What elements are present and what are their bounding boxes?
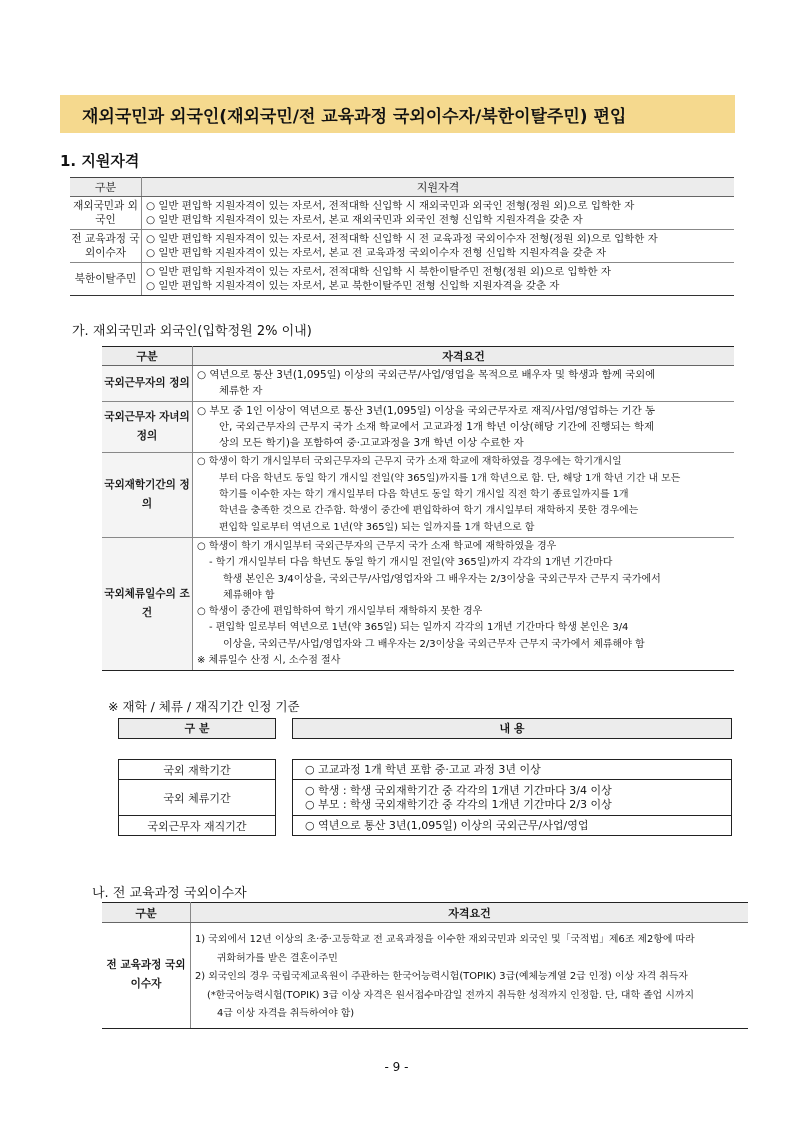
table-row	[70, 197, 734, 230]
table-header-row	[70, 178, 734, 197]
row-category: 전 교육과정 국외이수자	[70, 230, 142, 263]
row-category: 국외근무자의 정의	[102, 366, 193, 402]
table-header-row	[102, 347, 734, 366]
row-content: ○ 일반 편입학 지원자격이 있는 자로서, 전적대학 신입학 시 전 교육과정 국외이수자 전형(정원 외)으로 입학한 자 ○ 일반 편입학 지원자격이 있는 자로서, 본교 전 교육과정 국외이수자 전형 신입학 지원자격을 갖춘 자	[142, 230, 735, 263]
row-content: ○ 일반 편입학 지원자격이 있는 자로서, 전적대학 신입학 시 북한이탈주민 전형(정원 외)으로 입학한 자 ○ 일반 편입학 지원자격이 있는 자로서, 본교 북한이탈주민 전형 신입학 지원자격을 갖춘 자	[142, 263, 735, 296]
sub-b-heading: 나. 전 교육과정 국외이수자	[92, 886, 247, 901]
note-row-category: 국외 재학기간	[118, 759, 276, 780]
note-col-category-header: 구 분	[118, 718, 276, 739]
note-col-content-header: 내 용	[292, 718, 732, 739]
sub-a-heading: 가. 재외국민과 외국인(입학정원 2% 이내)	[72, 324, 312, 339]
note-row-category: 국외 체류기간	[118, 780, 276, 816]
table-row	[70, 230, 734, 263]
row-content: 1) 국외에서 12년 이상의 초·중·고등학교 전 교육과정을 이수한 재외국민과 외국인 및「국적법」제6조 제2항에 따라 귀화허가를 받은 결혼이주민 2) 외국인의 경우 국립국제교육원이 주관하는 한국어능력시험(TOPIK) 3급(예체능계열 2급 인정) 이상 자격 취득자 (*한국어능력시험(TOPIK) 3급 이상 자격은 원서접수마감일 전까지 취득한 성적까지 인정함. 단, 대학 졸업 시까지 4급 이상 자격을 취득하여야 함)	[191, 923, 749, 1029]
qualification-table	[70, 177, 734, 296]
note-row-category: 국외근무자 재직기간	[118, 816, 276, 836]
row-category: 국외근무자 자녀의 정의	[102, 401, 193, 453]
row-content: ○ 일반 편입학 지원자격이 있는 자로서, 전적대학 신입학 시 재외국민과 외국인 전형(정원 외)으로 입학한 자 ○ 일반 편입학 지원자격이 있는 자로서, 본교 재외국민과 외국인 전형 신입학 지원자격을 갖춘 자	[142, 197, 735, 230]
table-row	[102, 537, 734, 670]
row-category: 국외체류일수의 조건	[102, 537, 193, 670]
row-content: ○ 부모 중 1인 이상이 역년으로 통산 3년(1,095일) 이상을 국외근무자로 재직/사업/영업하는 기간 동 안, 국외근무자의 근무지 국가 소재 학교에서 고교과정 1개 학년 이상(해당 기간에 진행되는 학제 상의 모든 학기)을 포함하여 중·고교과정을 3개 학년 이상 수료한 자	[193, 401, 735, 453]
table-row	[102, 401, 734, 453]
table-header-row	[102, 903, 748, 923]
overseas-requirements-table	[102, 346, 734, 671]
row-category: 북한이탈주민	[70, 263, 142, 296]
table-row	[70, 263, 734, 296]
row-content: ○ 학생이 학기 개시일부터 국외근무자의 근무지 국가 소재 학교에 재학하였을 경우에는 학기개시일 부터 다음 학년도 동일 학기 개시일 전일(약 365일)까지를 1개 학년으로 함. 단, 해당 1개 학년 기간 내 모든 학기를 이수한 자는 학기 개시일부터 다음 학년도 동일 학기 개시일 직전 학기 종료일까지를 1개 학년을 충족한 것으로 간주함. 학생이 중간에 편입학하여 학기 개시일부터 재학하지 못한 경우에는 편입학 일로부터 역년으로 1년(약 365일) 되는 일까지를 1개 학년으로 함	[193, 453, 735, 537]
page-number: - 9 -	[384, 1060, 409, 1074]
col-category-header: 구분	[102, 347, 193, 366]
col-category-header: 구분	[102, 903, 191, 923]
row-content: ○ 학생이 학기 개시일부터 국외근무자의 근무지 국가 소재 학교에 재학하였을 경우 - 학기 개시일부터 다음 학년도 동일 학기 개시일 전일(약 365일)까지 각각의 1개년 기간마다 학생 본인은 3/4이상을, 국외근무/사업/영업자와 그 배우자는 2/3이상을 국외근무자 근무지 국가에서 체류해야 함 ○ 학생이 중간에 편입학하여 학기 개시일부터 재학하지 못한 경우 - 편입학 일로부터 역년으로 1년(약 365일) 되는 일까지 각각의 1개년 기간마다 학생 본인은 3/4 이상을, 국외근무/사업/영업자와 그 배우자는 2/3이상을 국외근무자 근무지 국가에서 체류해야 함 ※ 체류일수 산정 시, 소수점 절사	[193, 537, 735, 670]
col-requirements-header: 자격요건	[191, 903, 749, 923]
note-row-content: ○ 학생 : 학생 국외재학기간 중 각각의 1개년 기간마다 3/4 이상 ○ 부모 : 학생 국외재학기간 중 각각의 1개년 기간마다 2/3 이상	[292, 780, 732, 816]
table-row	[102, 453, 734, 537]
row-category: 전 교육과정 국외이수자	[102, 923, 191, 1029]
section1-heading: 1. 지원자격	[60, 152, 140, 170]
page-title: 재외국민과 외국인(재외국민/전 교육과정 국외이수자/북한이탈주민) 편입	[60, 95, 735, 133]
row-category: 국외재학기간의 정의	[102, 453, 193, 537]
foreign-curriculum-table	[102, 902, 748, 1029]
col-category-header: 구분	[70, 178, 142, 197]
row-category: 재외국민과 외국인	[70, 197, 142, 230]
note-heading: ※ 재학 / 체류 / 재직기간 인정 기준	[108, 699, 300, 714]
note-row-content: ○ 역년으로 통산 3년(1,095일) 이상의 국외근무/사업/영업	[292, 816, 732, 836]
col-requirements-header: 자격요건	[193, 347, 735, 366]
table-row	[102, 366, 734, 402]
note-row-content: ○ 고교과정 1개 학년 포함 중·고교 과정 3년 이상	[292, 759, 732, 780]
col-qualification-header: 지원자격	[142, 178, 735, 197]
table-row	[102, 923, 748, 1029]
row-content: ○ 역년으로 통산 3년(1,095일) 이상의 국외근무/사업/영업을 목적으로 배우자 및 학생과 함께 국외에 체류한 자	[193, 366, 735, 402]
